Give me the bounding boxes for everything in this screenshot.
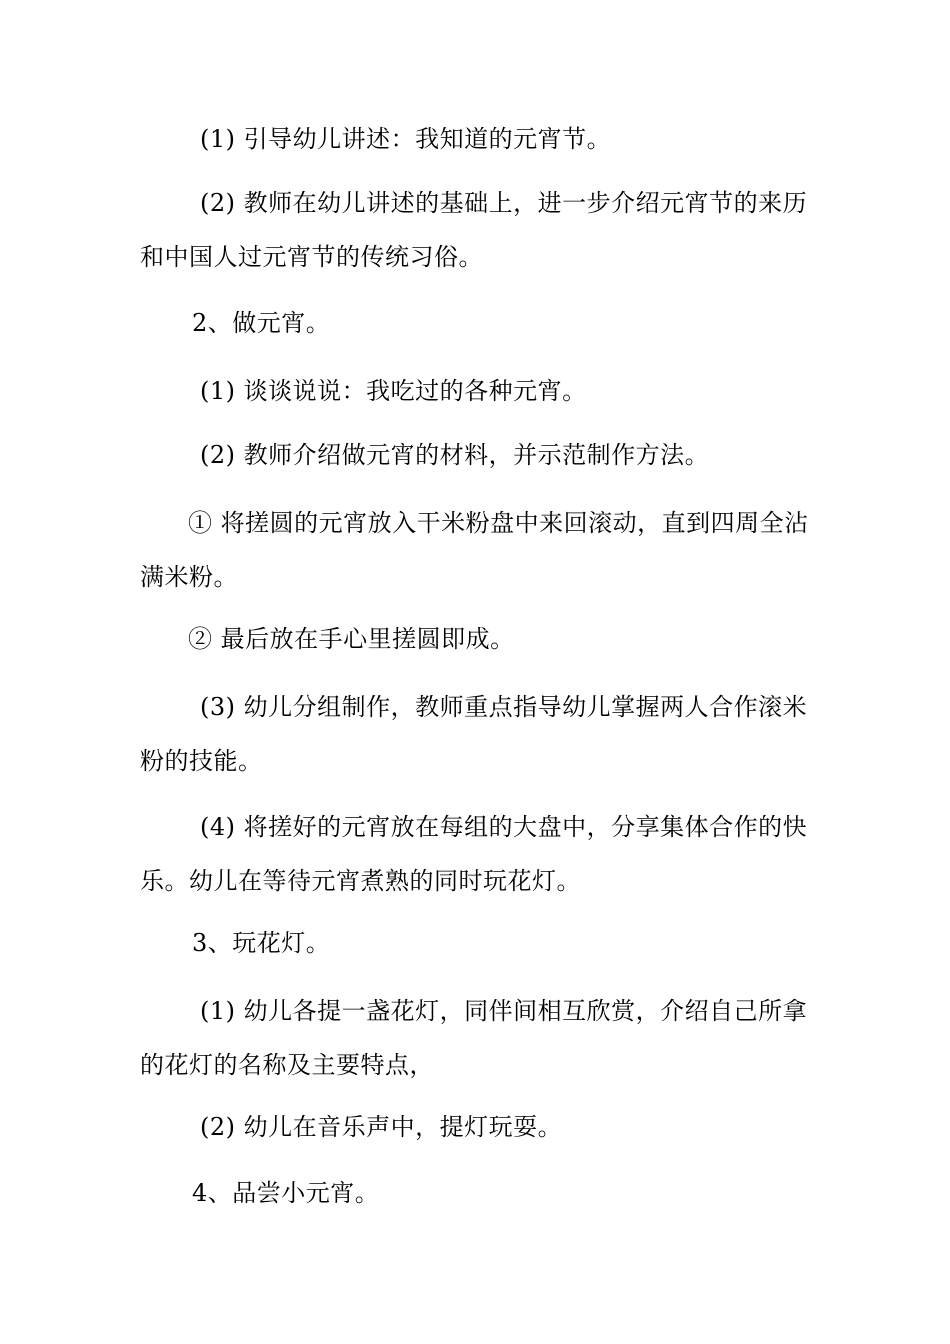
paragraph-9: (1) 幼儿各提一盏花灯，同伴间相互欣赏，介绍自己所拿的花灯的名称及主要特点， xyxy=(140,997,808,1079)
section-heading-2: 2、做元宵。 xyxy=(192,309,331,337)
paragraph-7: (3) 幼儿分组制作，教师重点指导幼儿掌握两人合作滚米粉的技能。 xyxy=(140,693,808,775)
section-heading-3: 3、玩花灯。 xyxy=(192,929,331,957)
paragraph-8: (4) 将搓好的元宵放在每组的大盘中，分享集体合作的快乐。幼儿在等待元宵煮熟的同时玩花灯。 xyxy=(140,813,808,895)
section-heading-4: 4、品尝小元宵。 xyxy=(192,1179,380,1207)
paragraph-3: (1) 谈谈说说：我吃过的各种元宵。 xyxy=(200,377,587,405)
paragraph-5: ① 将搓圆的元宵放入干米粉盘中来回滚动，直到四周全沾满米粉。 xyxy=(140,509,809,591)
paragraph-1: (1) 引导幼儿讲述：我知道的元宵节。 xyxy=(200,125,612,153)
paragraph-10: (2) 幼儿在音乐声中，提灯玩耍。 xyxy=(200,1113,563,1141)
paragraph-4: (2) 教师介绍做元宵的材料，并示范制作方法。 xyxy=(200,441,710,469)
paragraph-6: ② 最后放在手心里搓圆即成。 xyxy=(188,625,515,653)
paragraph-2: (2) 教师在幼儿讲述的基础上，进一步介绍元宵节的来历和中国人过元宵节的传统习俗。 xyxy=(140,189,808,271)
